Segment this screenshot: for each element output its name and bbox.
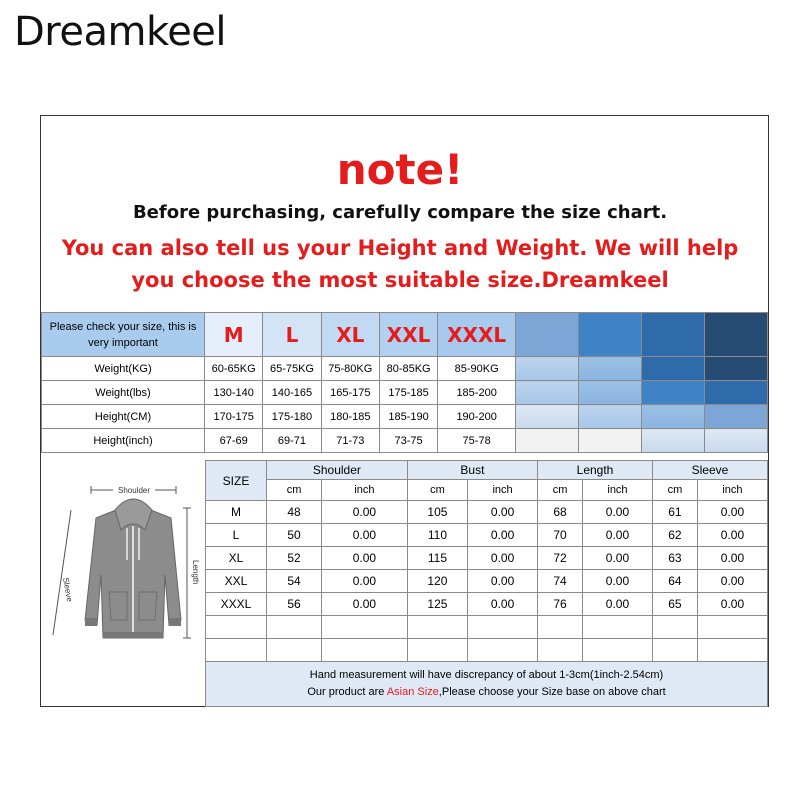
row-label: Weight(lbs) — [42, 381, 205, 405]
table-row — [206, 593, 768, 616]
blank-cell — [642, 429, 705, 453]
table-cell: 0.00 — [697, 547, 767, 570]
note-line-help — [0, 232, 800, 296]
blank-cell — [322, 616, 408, 639]
table-cell: 0.00 — [468, 501, 538, 524]
blank-cell — [705, 405, 768, 429]
table-cell: 175-185 — [379, 381, 437, 405]
color-band-4 — [705, 313, 768, 357]
blank-cell — [652, 616, 697, 639]
table-cell: 0.00 — [468, 570, 538, 593]
table-cell: 0.00 — [322, 570, 408, 593]
table-cell: 73-75 — [379, 429, 437, 453]
table-cell: 130-140 — [205, 381, 263, 405]
blank-cell — [516, 429, 579, 453]
blank-cell — [705, 357, 768, 381]
blank-cell — [516, 381, 579, 405]
blank-cell — [579, 357, 642, 381]
table-cell: 125 — [407, 593, 467, 616]
table-cell: 0.00 — [322, 501, 408, 524]
size-xxl: XXL — [379, 313, 437, 357]
blank-cell — [642, 381, 705, 405]
table-cell: 0.00 — [697, 501, 767, 524]
blank-cell — [468, 639, 538, 662]
unit-header — [206, 480, 768, 501]
blank-cell — [579, 405, 642, 429]
table-cell: 0.00 — [322, 593, 408, 616]
table-row — [206, 501, 768, 524]
blank-cell — [206, 639, 267, 662]
table-cell: 0.00 — [697, 570, 767, 593]
row-label: Weight(KG) — [42, 357, 205, 381]
table-cell: 50 — [267, 524, 322, 547]
check-size-label: Please check your size, this is very important — [42, 313, 205, 357]
color-band-1 — [516, 313, 579, 357]
table-cell: 180-185 — [321, 405, 379, 429]
table-row — [206, 524, 768, 547]
blank-cell — [705, 429, 768, 453]
table-cell: 0.00 — [322, 547, 408, 570]
unit-inch: inch — [583, 480, 653, 501]
size-cell: XXXL — [206, 593, 267, 616]
blank-cell — [579, 381, 642, 405]
table-cell: 190-200 — [438, 405, 516, 429]
size-cell: XXL — [206, 570, 267, 593]
table-cell: 110 — [407, 524, 467, 547]
table-cell: 0.00 — [583, 593, 653, 616]
unit-cm: cm — [407, 480, 467, 501]
table-cell: 140-165 — [263, 381, 321, 405]
size-cell: XL — [206, 547, 267, 570]
sleeve-measure-label: Sleeve — [61, 576, 75, 603]
table-cell: 0.00 — [697, 524, 767, 547]
table-cell: 0.00 — [468, 547, 538, 570]
table-cell: 72 — [538, 547, 583, 570]
table-cell: 0.00 — [583, 501, 653, 524]
size-cell: M — [206, 501, 267, 524]
blank-cell — [516, 357, 579, 381]
footer-row — [206, 662, 768, 707]
discrepancy-note: Hand measurement will have discrepancy of about 1-3cm(1inch-2.54cm) — [309, 669, 664, 681]
blank-cell — [642, 357, 705, 381]
table-cell: 115 — [407, 547, 467, 570]
table-cell: 70 — [538, 524, 583, 547]
table-cell: 175-180 — [263, 405, 321, 429]
table-cell: 0.00 — [583, 524, 653, 547]
unit-cm: cm — [538, 480, 583, 501]
blank-cell — [697, 616, 767, 639]
brand-logo: Dreamkeel — [14, 9, 227, 55]
blank-cell — [642, 405, 705, 429]
blank-cell — [407, 639, 467, 662]
size-table — [41, 312, 768, 453]
table-cell: 165-175 — [321, 381, 379, 405]
blank-cell — [583, 639, 653, 662]
table-cell: 0.00 — [697, 593, 767, 616]
size-xxxl: XXXL — [438, 313, 516, 357]
length-measure-label: Length — [191, 560, 200, 585]
size-l: L — [263, 313, 321, 357]
table-cell: 62 — [652, 524, 697, 547]
table-cell: 76 — [538, 593, 583, 616]
blank-cell — [538, 639, 583, 662]
table-row — [42, 357, 768, 381]
row-label: Height(CM) — [42, 405, 205, 429]
table-cell: 0.00 — [468, 524, 538, 547]
hoodie-diagram — [41, 460, 205, 706]
unit-cm: cm — [652, 480, 697, 501]
asian-note-prefix: Our product are — [307, 686, 387, 698]
empty-row — [206, 639, 768, 662]
unit-cm: cm — [267, 480, 322, 501]
blank-cell — [697, 639, 767, 662]
table-cell: 75-78 — [438, 429, 516, 453]
table-cell: 185-200 — [438, 381, 516, 405]
table-cell: 64 — [652, 570, 697, 593]
size-header: SIZE — [206, 461, 267, 501]
row-label: Height(inch) — [42, 429, 205, 453]
note-line-compare: Before purchasing, carefully compare the size chart. — [132, 202, 668, 223]
table-cell: 105 — [407, 501, 467, 524]
table-cell: 170-175 — [205, 405, 263, 429]
table-cell: 52 — [267, 547, 322, 570]
table-cell: 75-80KG — [321, 357, 379, 381]
table-cell: 0.00 — [583, 547, 653, 570]
table-cell: 0.00 — [322, 524, 408, 547]
hoodie-illustration — [41, 460, 205, 706]
table-cell: 68 — [538, 501, 583, 524]
note-title: note! — [336, 145, 464, 194]
note-line-help-2: you choose the most suitable size.Dreamkeel — [131, 268, 669, 292]
size-cell: L — [206, 524, 267, 547]
asian-size-note — [206, 684, 767, 701]
table-cell: 0.00 — [583, 570, 653, 593]
asian-size-highlight: Asian Size — [386, 686, 439, 698]
blank-cell — [206, 616, 267, 639]
table-row — [42, 381, 768, 405]
table-cell: 60-65KG — [205, 357, 263, 381]
group-length: Length — [538, 461, 653, 480]
table-cell: 54 — [267, 570, 322, 593]
table-cell: 65-75KG — [263, 357, 321, 381]
empty-row — [206, 616, 768, 639]
size-table-header-row — [42, 313, 768, 357]
unit-inch: inch — [468, 480, 538, 501]
table-cell: 71-73 — [321, 429, 379, 453]
table-row — [206, 570, 768, 593]
table-row — [42, 429, 768, 453]
blank-cell — [322, 639, 408, 662]
size-m: M — [205, 313, 263, 357]
table-cell: 85-90KG — [438, 357, 516, 381]
table-cell: 65 — [652, 593, 697, 616]
group-sleeve: Sleeve — [652, 461, 767, 480]
table-row — [42, 405, 768, 429]
blank-cell — [579, 429, 642, 453]
color-band-2 — [579, 313, 642, 357]
blank-cell — [407, 616, 467, 639]
size-xl: XL — [321, 313, 379, 357]
measure-group-header — [206, 461, 768, 480]
blank-cell — [652, 639, 697, 662]
measurement-table — [205, 460, 768, 707]
blank-cell — [516, 405, 579, 429]
table-cell: 56 — [267, 593, 322, 616]
table-cell: 120 — [407, 570, 467, 593]
table-cell: 0.00 — [468, 593, 538, 616]
shoulder-measure-label: Shoulder — [117, 486, 151, 495]
blank-cell — [468, 616, 538, 639]
table-cell: 48 — [267, 501, 322, 524]
blank-cell — [267, 616, 322, 639]
blank-cell — [267, 639, 322, 662]
table-cell: 69-71 — [263, 429, 321, 453]
blank-cell — [583, 616, 653, 639]
table-cell: 63 — [652, 547, 697, 570]
table-row — [206, 547, 768, 570]
unit-inch: inch — [697, 480, 767, 501]
measurement-footnote — [206, 662, 768, 707]
blank-cell — [538, 616, 583, 639]
note-line-help-1: You can also tell us your Height and Weight. We will help — [61, 236, 739, 260]
table-cell: 67-69 — [205, 429, 263, 453]
table-cell: 74 — [538, 570, 583, 593]
group-shoulder: Shoulder — [267, 461, 408, 480]
table-cell: 80-85KG — [379, 357, 437, 381]
color-band-3 — [642, 313, 705, 357]
table-cell: 61 — [652, 501, 697, 524]
blank-cell — [705, 381, 768, 405]
group-bust: Bust — [407, 461, 537, 480]
asian-note-suffix: ,Please choose your Size base on above chart — [438, 686, 666, 698]
unit-inch: inch — [322, 480, 408, 501]
table-cell: 185-190 — [379, 405, 437, 429]
